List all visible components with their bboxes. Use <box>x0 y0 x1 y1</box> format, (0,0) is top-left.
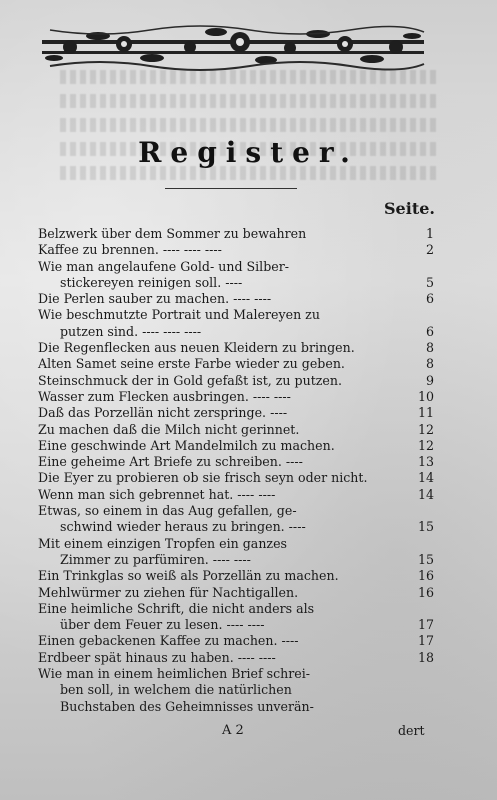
register-entry <box>38 585 434 601</box>
entry-page-number: 10 <box>417 388 434 404</box>
entry-page-number: 16 <box>417 584 434 600</box>
register-entry <box>38 601 434 634</box>
register-entries <box>38 226 434 715</box>
register-entry <box>38 389 434 405</box>
register-entry <box>38 454 434 470</box>
register-entry <box>38 307 434 340</box>
entry-text-line: Alten Samet seine erste Farbe wieder zu geben. <box>38 356 345 372</box>
entry-text-line: Eine heimliche Schrift, die nicht anders als <box>38 600 315 616</box>
entry-page-number: 16 <box>417 568 434 584</box>
entry-page-number: 14 <box>417 486 434 502</box>
entry-text-line: Mit einem einzigen Tropfen ein ganzes <box>38 535 287 551</box>
entry-page-number: 1 <box>425 226 434 241</box>
page-column-header: Seite. <box>384 199 435 218</box>
entry-page-number: 5 <box>425 274 434 290</box>
entry-text-line: Ein Trinkglas so weiß als Porzellän zu machen. <box>38 568 339 584</box>
entry-text-line: Etwas, so einem in das Aug gefallen, ge- <box>38 503 297 519</box>
entry-text-line: Einen gebackenen Kaffee zu machen. ---- <box>38 633 299 649</box>
register-entry <box>38 650 434 666</box>
register-entry <box>38 568 434 584</box>
entry-text-line: Wie man angelaufene Gold- und Silber- <box>38 258 289 274</box>
entry-page-number: 17 <box>417 617 434 633</box>
entry-page-number: 13 <box>417 454 434 470</box>
entry-text-line: Wenn man sich gebrennet hat. ---- ---- <box>38 486 276 502</box>
entry-text-line: Wie beschmutzte Portrait und Malereyen zu <box>38 307 320 323</box>
register-entry <box>38 536 434 569</box>
entry-page-number: 17 <box>417 633 434 649</box>
register-entry <box>38 340 434 356</box>
entry-page-number: 11 <box>417 405 434 421</box>
entry-text-line: über dem Feuer zu lesen. ---- ---- <box>60 617 265 633</box>
register-entry <box>38 503 434 536</box>
entry-text-line: Zimmer zu parfümiren. ---- ---- <box>60 551 251 567</box>
entry-page-number: 15 <box>417 551 434 567</box>
entry-text-line: Zu machen daß die Milch nicht gerinnet. <box>38 421 300 437</box>
entry-page-number: 14 <box>417 470 434 486</box>
entry-text-line: Wie man in einem heimlichen Brief schrei- <box>38 666 311 682</box>
page-title: Register. <box>138 136 359 169</box>
entry-text-line: Steinschmuck der in Gold gefaßt ist, zu putzen. <box>38 372 342 388</box>
entry-page-number: 8 <box>425 356 434 372</box>
entry-page-number: 2 <box>425 242 434 258</box>
register-entry <box>38 470 434 486</box>
entry-text-line: Wasser zum Flecken ausbringen. ---- ---- <box>38 388 291 404</box>
entry-text-line: Buchstaben des Geheimnisses unverän- <box>60 698 314 714</box>
register-entry <box>38 666 434 715</box>
signature-mark: A 2 <box>222 723 244 738</box>
entry-text-line: stickereyen reinigen soll. ---- <box>60 274 243 290</box>
entry-text-line: ben soll, in welchem die natürlichen <box>60 682 292 698</box>
register-entry <box>38 405 434 421</box>
entry-page-number: 6 <box>425 323 434 339</box>
entry-page-number: 18 <box>417 649 434 665</box>
entry-text-line: schwind wieder heraus zu bringen. ---- <box>60 519 306 535</box>
entry-text-line: Belzwerk über dem Sommer zu bewahren <box>38 226 307 241</box>
entry-text-line: Mehlwürmer zu ziehen für Nachtigallen. <box>38 584 299 600</box>
entry-text-line: putzen sind. ---- ---- ---- <box>60 323 202 339</box>
register-entry <box>38 438 434 454</box>
register-entry <box>38 633 434 649</box>
entry-text-line: Die Perlen sauber zu machen. ---- ---- <box>38 291 272 307</box>
entry-page-number: 9 <box>425 372 434 388</box>
entry-text-line: Daß das Porzellän nicht zerspringe. ---- <box>38 405 288 421</box>
floral-headpiece-ornament <box>40 22 426 74</box>
catchword: dert <box>398 723 425 738</box>
entry-page-number: 12 <box>417 421 434 437</box>
register-entry <box>38 242 434 258</box>
entry-text-line: Kaffee zu brennen. ---- ---- ---- <box>38 242 222 258</box>
entry-page-number: 6 <box>425 291 434 307</box>
entry-page-number: 8 <box>425 340 434 356</box>
entry-text-line: Die Regenflecken aus neuen Kleidern zu bringen. <box>38 340 355 356</box>
register-entry <box>38 373 434 389</box>
register-entry <box>38 422 434 438</box>
entry-page-number: 12 <box>417 437 434 453</box>
register-entry <box>38 291 434 307</box>
title-rule <box>165 188 297 189</box>
entry-text-line: Die Eyer zu probieren ob sie frisch seyn oder nicht. <box>38 470 368 486</box>
register-entry <box>38 487 434 503</box>
entry-text-line: Erdbeer spät hinaus zu haben. ---- ---- <box>38 649 276 665</box>
register-entry <box>38 259 434 292</box>
entry-text-line: Eine geschwinde Art Mandelmilch zu machen. <box>38 437 335 453</box>
register-entry <box>38 356 434 372</box>
entry-text-line: Eine geheime Art Briefe zu schreiben. ---- <box>38 454 303 470</box>
register-entry <box>38 226 434 242</box>
entry-page-number: 15 <box>417 519 434 535</box>
